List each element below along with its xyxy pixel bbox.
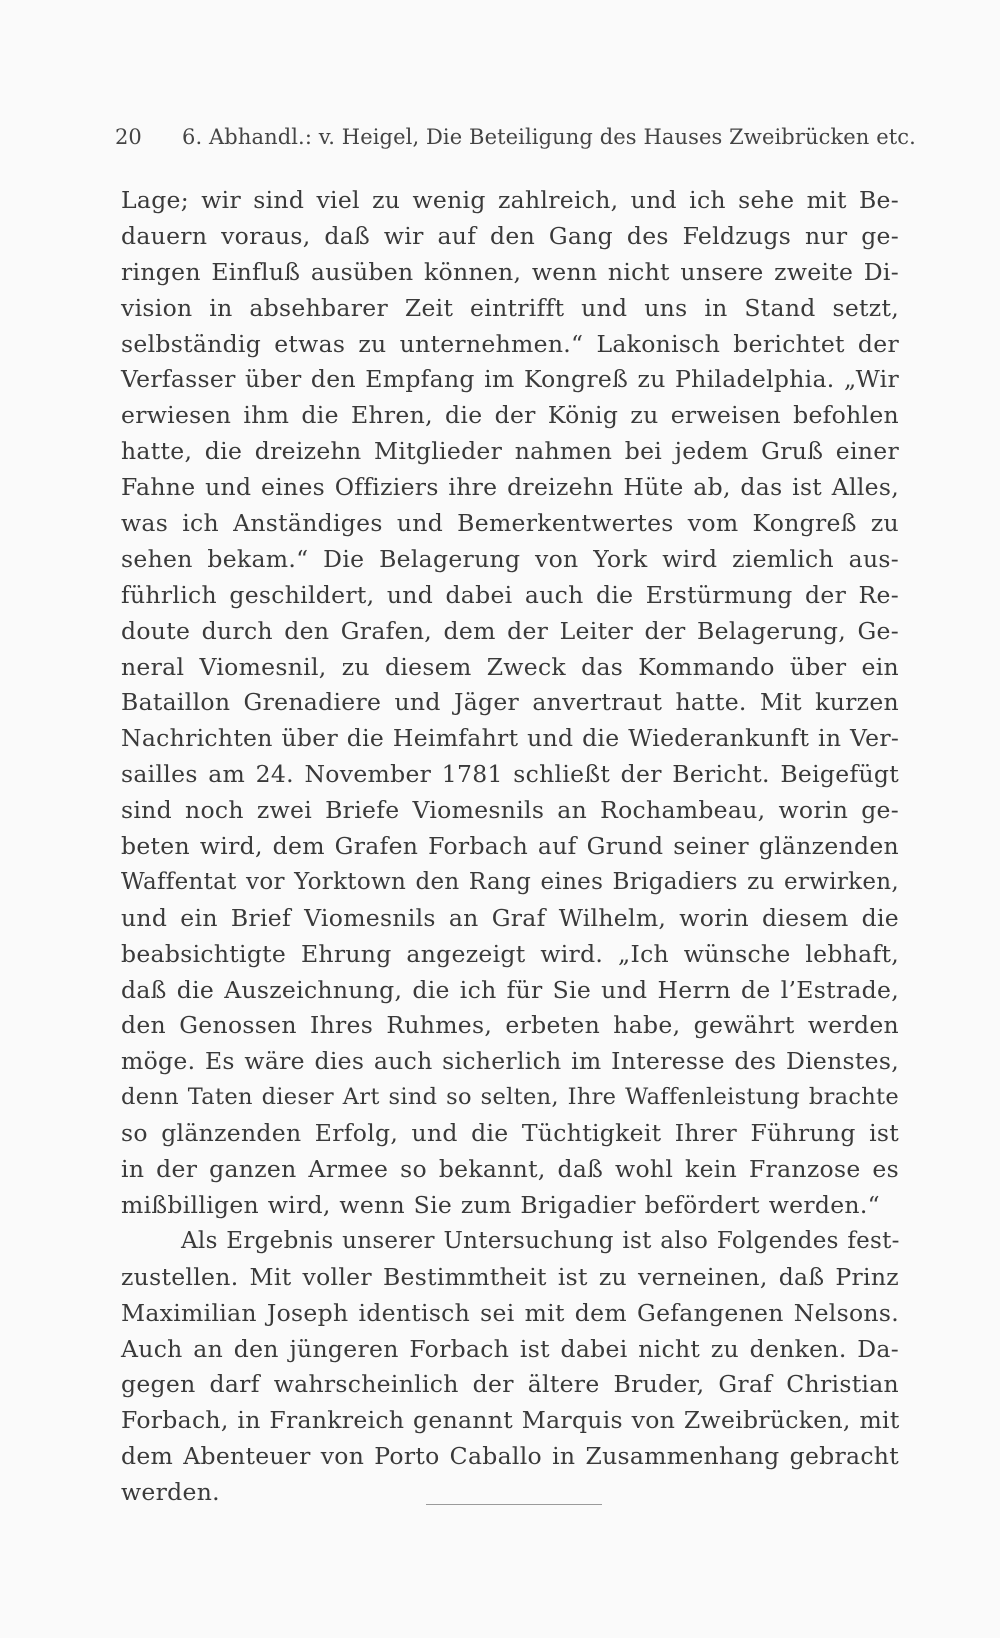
text-line: vision in absehbarer Zeit eintrifft und uns in Stand setzt,: [121, 293, 899, 322]
text-line: Maximilian Joseph identisch sei mit dem Gefangenen Nelsons.: [121, 1298, 899, 1327]
text-line: in der ganzen Armee so bekannt, daß wohl kein Franzose es: [121, 1155, 899, 1184]
text-line: Als Ergebnis unserer Untersuchung ist also Folgendes fest-: [181, 1227, 900, 1254]
text-line: neral Viomesnil, zu diesem Zweck das Kommando über ein: [121, 652, 899, 681]
text-line: dem Abenteuer von Porto Caballo in Zusammenhang gebracht: [121, 1442, 899, 1471]
text-line: sind noch zwei Briefe Viomesnils an Rochambeau, worin ge-: [121, 796, 899, 825]
text-line: sailles am 24. November 1781 schließt der Bericht. Beigefügt: [121, 760, 899, 789]
text-line: zustellen. Mit voller Bestimmtheit ist zu verneinen, daß Prinz: [121, 1262, 899, 1291]
text-line: führlich geschildert, und dabei auch die Erstürmung der Re-: [121, 580, 899, 609]
text-line: hatte, die dreizehn Mitglieder nahmen bei jedem Gruß einer: [121, 437, 899, 466]
text-line: beten wird, dem Grafen Forbach auf Grund seiner glänzenden: [121, 832, 899, 861]
text-line: erwiesen ihm die Ehren, die der König zu erweisen befohlen: [121, 401, 899, 430]
page-number: 20: [115, 125, 142, 149]
text-line: daß die Auszeichnung, die ich für Sie und Herrn de l’Estrade,: [121, 975, 899, 1004]
text-line: mißbilligen wird, wenn Sie zum Brigadier befördert werden.“: [121, 1190, 880, 1219]
text-line: was ich Anständiges und Bemerkentwertes vom Kongreß zu: [121, 509, 899, 538]
text-line: gegen darf wahrscheinlich der ältere Bruder, Graf Christian: [121, 1370, 899, 1399]
text-line: und ein Brief Viomesnils an Graf Wilhelm, worin diesem die: [121, 903, 899, 932]
paragraph-1: [121, 183, 899, 1224]
text-line: denn Taten dieser Art sind so selten, Ihre Waffenleistung brachte: [121, 1084, 899, 1111]
text-line: ringen Einfluß ausüben können, wenn nicht unsere zweite Di-: [121, 257, 899, 286]
text-line: möge. Es wäre dies auch sicherlich im Interesse des Dienstes,: [121, 1047, 899, 1076]
text-line: Verfasser über den Empfang im Kongreß zu Philadelphia. „Wir: [121, 365, 899, 394]
text-line: Lage; wir sind viel zu wenig zahlreich, und ich sehe mit Be-: [121, 186, 899, 214]
text-line: doute durch den Grafen, dem der Leiter der Belagerung, Ge-: [121, 616, 899, 645]
text-line: so glänzenden Erfolg, und die Tüchtigkeit Ihrer Führung ist: [121, 1119, 899, 1148]
paragraph-2: [121, 1224, 899, 1511]
text-line: Forbach, in Frankreich genannt Marquis von Zweibrücken, mit: [121, 1406, 900, 1435]
end-rule: [426, 1504, 602, 1505]
text-line: dauern voraus, daß wir auf den Gang des Feldzugs nur ge-: [121, 221, 899, 250]
text-line: sehen bekam.“ Die Belagerung von York wird ziemlich aus-: [121, 544, 899, 573]
text-line: Waffentat vor Yorktown den Rang eines Brigadiers zu erwirken,: [121, 868, 899, 895]
text-line: selbständig etwas zu unternehmen.“ Lakonisch berichtet der: [121, 329, 899, 358]
text-line: Nachrichten über die Heimfahrt und die Wiederankunft in Ver-: [121, 724, 900, 753]
text-line: Auch an den jüngeren Forbach ist dabei nicht zu denken. Da-: [121, 1334, 899, 1363]
running-title: 6. Abhandl.: v. Heigel, Die Beteiligung des Hauses Zweibrücken etc.: [182, 125, 916, 149]
text-line: Fahne und eines Offiziers ihre dreizehn Hüte ab, das ist Alles,: [121, 473, 899, 502]
body-text: [121, 183, 899, 1511]
text-line: beabsichtigte Ehrung angezeigt wird. „Ich wünsche lebhaft,: [121, 939, 899, 968]
running-head: [115, 122, 916, 152]
text-line: werden.: [121, 1478, 220, 1507]
text-line: Bataillon Grenadiere und Jäger anvertraut hatte. Mit kurzen: [121, 688, 899, 717]
text-line: den Genossen Ihres Ruhmes, erbeten habe, gewährt werden: [121, 1011, 899, 1040]
